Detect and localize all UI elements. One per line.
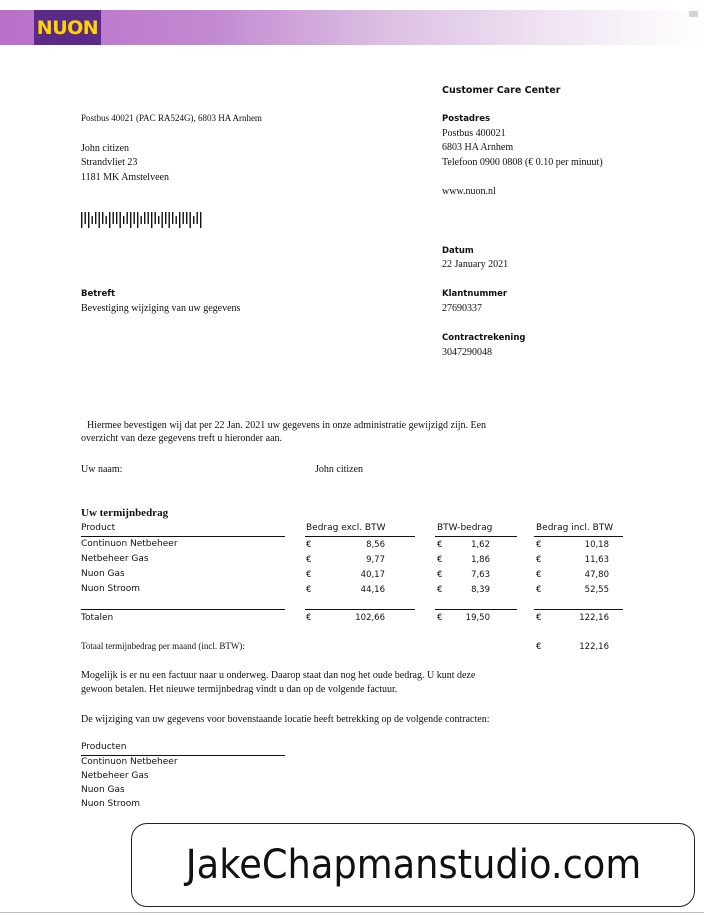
para2: De wijziging van uw gegevens voor bovenstaande locatie heeft betrekking op de volgende contracten: [81,714,490,725]
row-product: Nuon Stroom [81,584,141,594]
row-excl: 44,16 [360,585,385,595]
row-product: Netbeheer Gas [81,554,149,564]
currency-symbol: € [536,555,542,565]
list-item: Nuon Stroom [81,799,141,809]
recipient-city: 1181 MK Amstelveen [81,172,169,183]
currency-symbol: € [536,613,542,623]
currency-symbol: € [536,570,542,580]
postal-barcode [81,212,206,228]
klantnummer-value: 27690337 [442,303,482,314]
klantnummer-label: Klantnummer [442,289,508,299]
name-label: Uw naam: [81,464,123,475]
header-rule-product [81,536,285,537]
list-item: Netbeheer Gas [81,771,149,781]
contract-value: 3047290048 [442,347,492,358]
row-btw: 1,86 [471,555,490,565]
contact-website[interactable]: www.nuon.nl [442,186,496,197]
list-item: Continuon Netbeheer [81,757,178,767]
totals-rule-incl [534,609,623,610]
monthly-value: 122,16 [579,642,609,652]
row-product: Continuon Netbeheer [81,539,178,549]
currency-symbol: € [306,540,312,550]
producten-rule [81,755,285,756]
currency-symbol: € [536,585,542,595]
nuon-logo [34,10,101,45]
page-bottom-rule [0,912,704,913]
row-btw: 7,63 [471,570,490,580]
currency-symbol: € [306,570,312,580]
subject-label: Betreft [81,289,116,299]
intro-line-2: overzicht van deze gegevens treft u hieronder aan. [81,433,283,444]
contract-label: Contractrekening [442,333,526,343]
datum-label: Datum [442,246,474,256]
header-band [0,10,704,45]
row-btw: 8,39 [471,585,490,595]
currency-symbol: € [536,642,542,652]
contact-city: 6803 HA Arnhem [442,142,514,153]
para1-line-2: gewoon betalen. Het nieuwe termijnbedrag vindt u dan op de volgende factuur. [81,684,398,695]
contact-phone: Telefoon 0900 0808 (€ 0.10 per minuut) [442,157,603,168]
currency-symbol: € [437,555,443,565]
watermark-text: JakeChapmanstudio.com [185,842,641,888]
row-excl: 40,17 [360,570,385,580]
totals-excl: 102,66 [355,613,385,623]
contact-title: Customer Care Center [442,85,561,96]
name-value: John citizen [315,464,364,475]
sender-line: Postbus 40021 (PAC RA524G), 6803 HA Arnhem [81,113,262,123]
currency-symbol: € [306,585,312,595]
header-rule-incl [534,536,623,537]
header-rule-btw [435,536,517,537]
datum-value: 22 January 2021 [442,259,509,270]
totals-rule-btw [435,609,517,610]
row-excl: 9,77 [366,555,385,565]
list-item: Nuon Gas [81,785,125,795]
row-product: Nuon Gas [81,569,125,579]
intro-line-1: Hiermee bevestigen wij dat per 22 Jan. 2021 uw gegevens in onze administratie gewijzigd zijn. Een [87,420,487,431]
col-header-excl: Bedrag excl. BTW [306,523,386,533]
totals-rule-product [81,609,285,610]
postadres-label: Postadres [442,114,491,124]
currency-symbol: € [536,540,542,550]
header-rule-excl [305,536,415,537]
col-header-incl: Bedrag incl. BTW [536,523,614,533]
totals-rule-excl [305,609,415,610]
para1-line-1: Mogelijk is er nu een factuur naar u onderweg. Daarop staat dan nog het oude bedrag. U kunt deze [81,670,476,681]
recipient-street: Strandvliet 23 [81,157,138,168]
row-excl: 8,56 [366,540,385,550]
totals-label: Totalen [81,613,114,623]
row-incl: 47,80 [584,570,609,580]
currency-symbol: € [437,540,443,550]
currency-symbol: € [437,613,443,623]
subject-text: Bevestiging wijziging van uw gegevens [81,303,241,314]
col-header-product: Product [81,523,116,533]
row-btw: 1,62 [471,540,490,550]
logo-text: NUON [36,16,99,39]
currency-symbol: € [306,613,312,623]
producten-title: Producten [81,742,127,752]
row-incl: 52,55 [584,585,609,595]
row-incl: 10,18 [584,540,609,550]
currency-symbol: € [306,555,312,565]
row-incl: 11,63 [584,555,609,565]
totals-incl: 122,16 [579,613,609,623]
termijn-title: Uw termijnbedrag [81,507,169,519]
monthly-label: Totaal termijnbedrag per maand (incl. BTW): [81,641,245,651]
currency-symbol: € [437,570,443,580]
contact-postbus: Postbus 400021 [442,128,506,139]
currency-symbol: € [437,585,443,595]
col-header-btw: BTW-bedrag [437,523,493,533]
recipient-name: John citizen [81,143,130,154]
watermark-box [131,823,695,907]
totals-btw: 19,50 [465,613,490,623]
header-corner-mark [689,11,698,17]
